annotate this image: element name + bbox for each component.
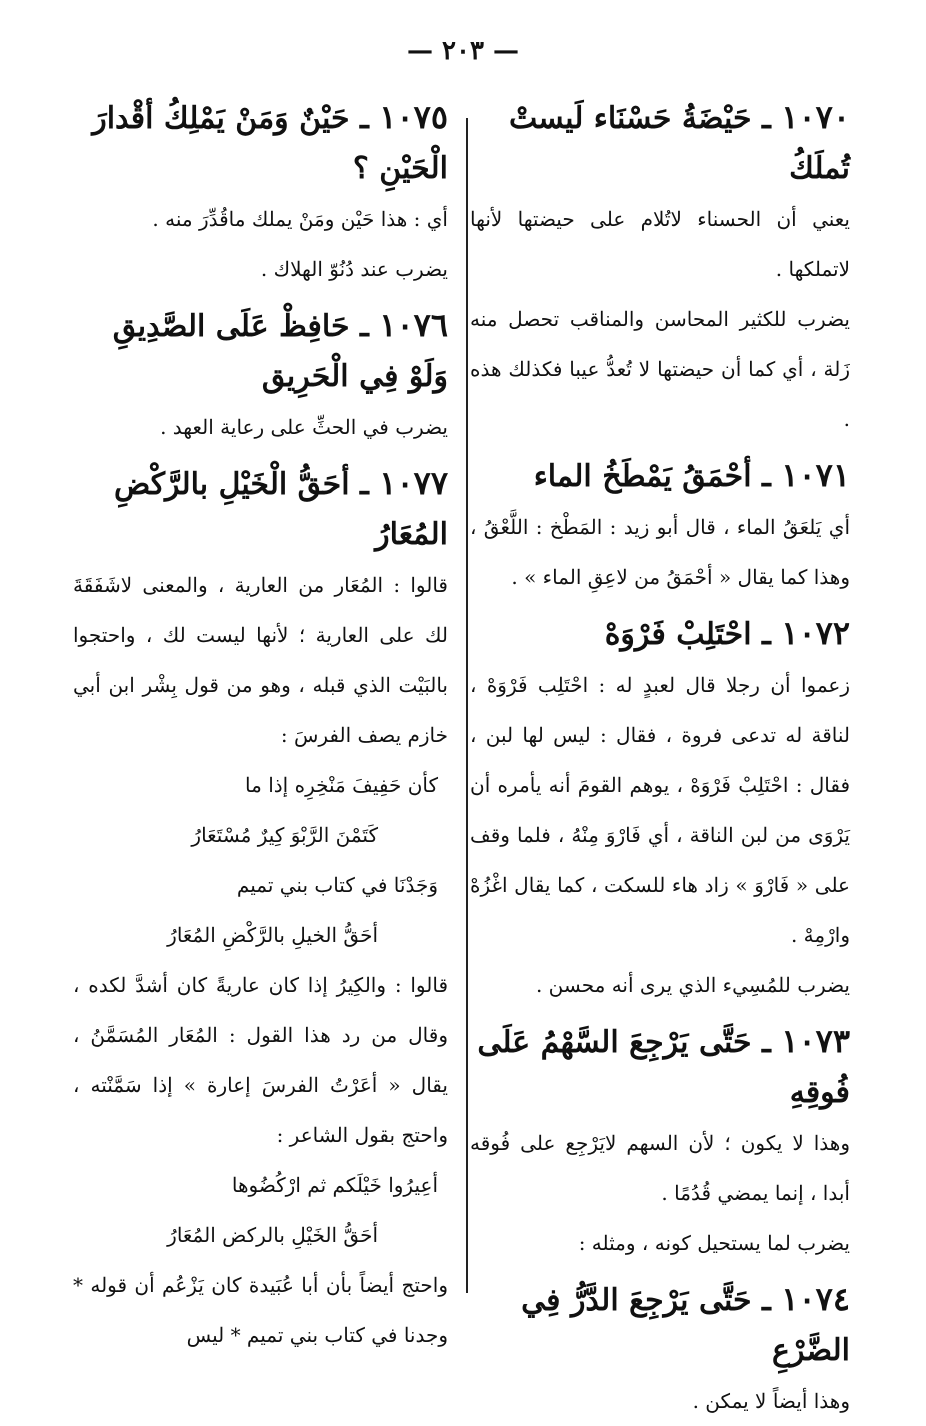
- entry-heading: ١٠٧١ ـ أحْمَقُ يَمْطَخُ الماء: [533, 456, 850, 494]
- entry-paragraph: يضرب للمُسِيء الذي يرى أنه محسن .: [535, 973, 850, 997]
- entry-paragraph: أي يَلعَقُ الماء ، قال أبو زيد : المَطْخ : اللَّعْقُ ، وهذا كما يقال « أحْمَقُ من لاعِقِ الماء » .: [470, 515, 850, 589]
- verse-line: وَجَدْنَا في كتاب بني تميم: [236, 873, 438, 897]
- entry-paragraph: يضرب في الحثِّ على رعاية العهد .: [160, 415, 448, 439]
- entry-number: ١٠٧٥: [379, 98, 448, 136]
- verse-line: كأن حَفِيفَ مَنْخِرِه إذا ما: [245, 773, 438, 797]
- entry-paragraph: يضرب لما يستحيل كونه ، ومثله :: [578, 1231, 850, 1255]
- entry-number: ١٠٧٤: [781, 1280, 850, 1318]
- entry-number: ١٠٧٢: [781, 614, 850, 652]
- verse-line: أحَقُّ الخَيْلِ بالركض المُعَارُ: [167, 1223, 378, 1247]
- entry-heading: ١٠٧٥ ـ حَيْنٌ وَمَنْ يَمْلِكُ أقْدارَ الْحَيْنِ ؟: [92, 98, 448, 186]
- entry-number: ١٠٧١: [781, 456, 850, 494]
- entry-paragraph: واحتج أيضاً بأن أبا عُبَيدة كان يَزْعُم أن قوله * وجدنا في كتاب بني تميم * ليس: [73, 1273, 448, 1347]
- entry-1071: [470, 450, 850, 602]
- entry-title: حَيْضَةُ حَسْنَاء لَيستْ تُملَكُ: [508, 101, 850, 186]
- entry-title: حَيْنٌ وَمَنْ يَمْلِكُ أقْدارَ الْحَيْنِ ؟: [92, 101, 448, 186]
- column-divider: [466, 118, 468, 1293]
- entry-1077: [73, 458, 448, 1360]
- entry-paragraph: وهذا أيضاً لا يمكن .: [692, 1389, 850, 1413]
- entry-heading: ١٠٧٠ ـ حَيْضَةُ حَسْنَاء لَيستْ تُملَكُ: [508, 98, 850, 186]
- entry-paragraph: زعموا أن رجلا قال لعبدٍ له : احْتَلِب فَرْوَهْ ، لناقة له تدعى فروة ، فقال : ليس لها لبن ، فقال : احْتَلِبْ فَرْوَهْ ، يوهم القومَ أنه يأمره أن يَرْوَى من لبن الناقة ، أي فَارْوَ مِنْهُ ، فلما وقف على « فَارْوَ » زاد هاء للسكت ، كما يقال اغْزُهْ وارْمِهْ .: [470, 673, 850, 947]
- right-column: [470, 92, 850, 1413]
- page-number: — ٢٠٣ —: [406, 36, 520, 66]
- entry-heading: ١٠٧٧ ـ أحَقُّ الْخَيْلِ بالرَّكْضِ المُعَارُ: [113, 464, 448, 552]
- entry-title: أحَقُّ الْخَيْلِ بالرَّكْضِ المُعَارُ: [113, 467, 448, 552]
- entry-paragraph: يضرب للكثير المحاسن والمناقب تحصل منه زَلة ، أي كما أن حيضتها لا تُعدُّ عيبا فكذلك هذه .: [470, 307, 850, 431]
- left-column: [73, 92, 448, 1347]
- entry-title: حَافِظْ عَلَى الصَّدِيقِ وَلَوْ فِي الْحَرِيق: [112, 309, 448, 394]
- entry-paragraph: يعني أن الحسناء لاتُلام على حيضتها لأنها لاتملكها .: [470, 207, 850, 281]
- entry-number: ١٠٧٠: [781, 98, 850, 136]
- entry-1070: [470, 92, 850, 444]
- entry-paragraph: قالوا : المُعَار من العارية ، والمعنى لاشَفَقَةَ لك على العارية ؛ لأنها ليست لك ، واحتجوا بالبَيْت الذي قبله ، وهو من قول بِشْر ابن أبي خازم يصف الفرسَ :: [73, 573, 448, 747]
- entry-title: احْتَلِبْ فَرْوَهْ: [604, 617, 752, 652]
- entry-1076: [73, 300, 448, 452]
- entry-heading: ١٠٧٤ ـ حَتَّى يَرْجِعَ الدَّرُّ فِي الضَّرْعِ: [521, 1280, 850, 1368]
- entry-title: حَتَّى يَرْجِعَ الدَّرُّ فِي الضَّرْعِ: [521, 1283, 850, 1368]
- entry-1072: [470, 608, 850, 1010]
- entry-paragraph: وهذا لا يكون ؛ لأن السهم لايَرْجِع على فُوقه أبدا ، إنما يمضي قُدُمًا .: [470, 1131, 850, 1205]
- entry-paragraph: يضرب عند دُنُوّ الهلاك .: [260, 257, 448, 281]
- entry-number: ١٠٧٣: [781, 1022, 850, 1060]
- verse-line: أحَقُّ الخيلِ بالرَّكْضِ المُعَارُ: [167, 923, 378, 947]
- entry-number: ١٠٧٦: [379, 306, 448, 344]
- entry-heading: ١٠٧٢ ـ احْتَلِبْ فَرْوَهْ: [604, 614, 850, 652]
- entry-number: ١٠٧٧: [379, 464, 448, 502]
- entry-1074: [470, 1274, 850, 1426]
- entry-paragraph: أي : هذا حَيْن ومَنْ يملك ماقُدِّرَ منه .: [152, 207, 448, 231]
- entry-title: حَتَّى يَرْجِعَ السَّهْمُ عَلَى فُوقِهِ: [477, 1025, 850, 1110]
- entry-heading: ١٠٧٦ ـ حَافِظْ عَلَى الصَّدِيقِ وَلَوْ فِي الْحَرِيق: [112, 306, 448, 394]
- verse-line: كَتَمْنَ الرَّبْوَ كِيرٌ مُسْتَعَارُ: [191, 823, 378, 847]
- entry-title: أحْمَقُ يَمْطَخُ الماء: [533, 459, 752, 494]
- entry-1073: [470, 1016, 850, 1268]
- entry-1075: [73, 92, 448, 294]
- entry-paragraph: قالوا : والكِيرُ إذا كان عاريةً كان أشدَّ لكده ، وقال من رد هذا القول : المُعَار المُسَمَّنُ ، يقال « أعَرْتُ الفرسَ إعارة » إذا سَمَّنْته ، واحتج بقول الشاعر :: [73, 973, 448, 1147]
- entry-heading: ١٠٧٣ ـ حَتَّى يَرْجِعَ السَّهْمُ عَلَى فُوقِهِ: [477, 1022, 850, 1110]
- verse-line: أعِيرُوا خَيْلَكم ثم ارْكُضُوها: [231, 1173, 438, 1197]
